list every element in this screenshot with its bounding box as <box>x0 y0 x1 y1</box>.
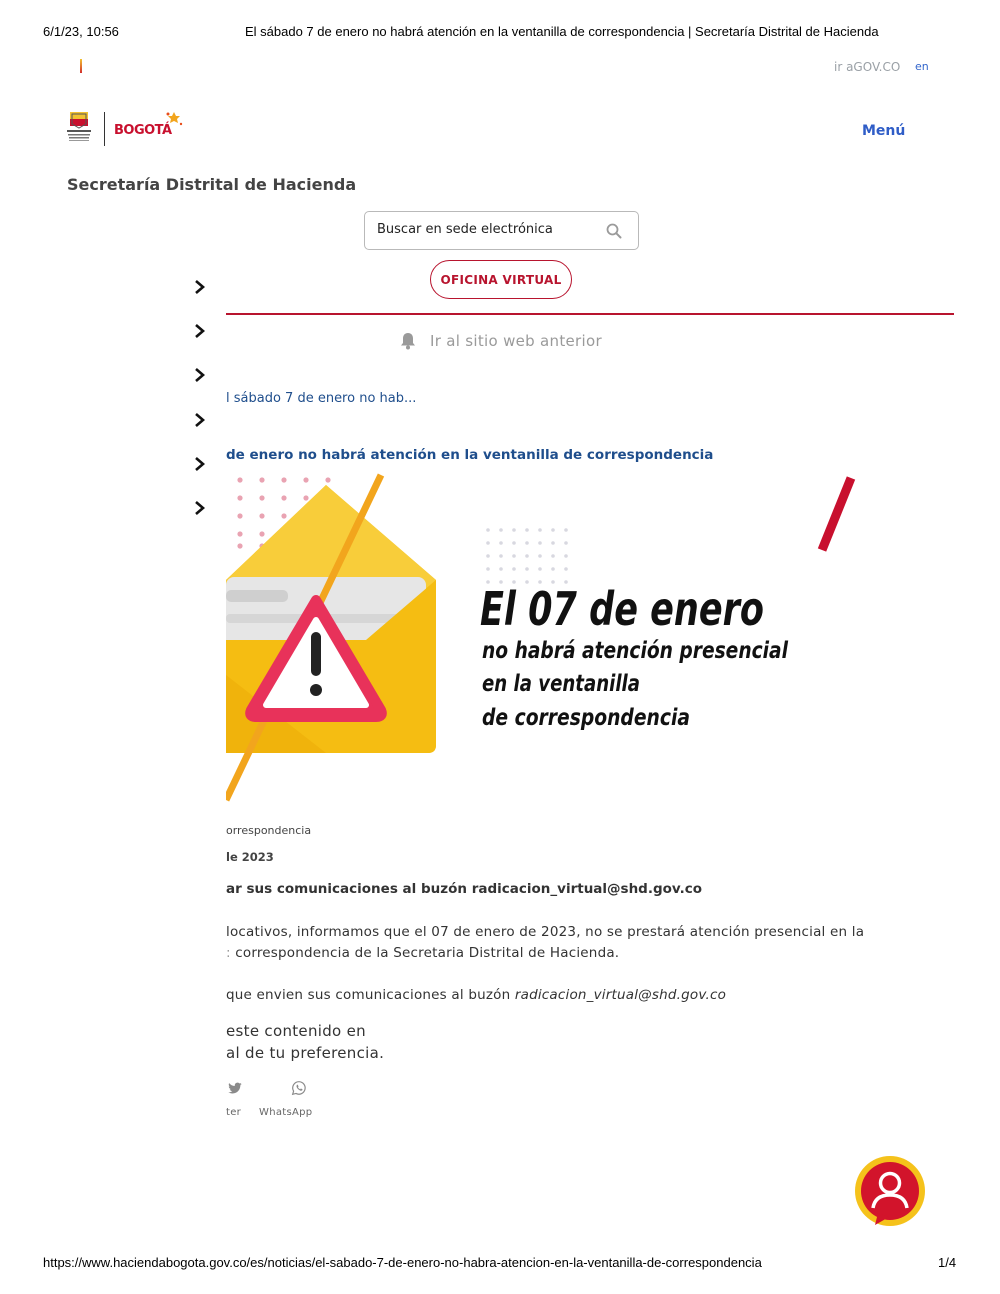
print-datetime: 6/1/23, 10:56 <box>43 24 119 39</box>
print-page-title: El sábado 7 de enero no habrá atención en la ventanilla de correspondencia | Secretaría Distrital de Hacienda <box>245 24 879 39</box>
bell-icon <box>400 332 416 350</box>
banner-line-1: no habrá atención presencial <box>482 638 789 664</box>
whatsapp-label[interactable]: WhatsApp <box>259 1107 313 1118</box>
chevron-right-icon[interactable] <box>193 323 207 339</box>
banner-line-3: de correspondencia <box>482 705 690 731</box>
search-icon[interactable] <box>606 223 622 239</box>
article-paragraph-line: : correspondencia de la Secretaria Distrital de Hacienda. <box>226 945 620 961</box>
article-category: orrespondencia <box>226 824 312 837</box>
previous-site-label: Ir al sitio web anterior <box>430 332 602 350</box>
share-prompt: este contenido en al de tu preferencia. <box>226 1022 385 1062</box>
chevron-right-icon[interactable] <box>193 367 207 383</box>
previous-site-link[interactable] <box>400 332 602 350</box>
user-chat-icon <box>855 1156 925 1226</box>
article-paragraph: que envien sus comunicaciones al buzón radicacion_virtual@shd.gov.co <box>226 987 727 1003</box>
whatsapp-icon[interactable] <box>291 1080 307 1096</box>
bogota-logo[interactable] <box>66 108 186 148</box>
chevron-right-icon[interactable] <box>193 279 207 295</box>
chevron-right-icon[interactable] <box>193 456 207 472</box>
chat-assistant-button[interactable] <box>853 1155 927 1229</box>
shield-icon <box>67 112 91 141</box>
virtual-office-button[interactable]: OFICINA VIRTUAL <box>430 260 572 299</box>
search-input[interactable] <box>377 222 597 237</box>
article-paragraph-line: locativos, informamos que el 07 de enero de 2023, no se prestará atención presencial en la <box>226 924 865 940</box>
chevron-right-icon[interactable] <box>193 412 207 428</box>
twitter-icon[interactable] <box>227 1080 243 1096</box>
article-lead: ar sus comunicaciones al buzón radicacion_virtual@shd.gov.co <box>226 881 703 897</box>
article-date: le 2023 <box>226 850 274 864</box>
header-divider <box>226 313 954 315</box>
article-banner <box>226 470 886 805</box>
site-name: Secretaría Distrital de Hacienda <box>67 175 357 194</box>
banner-headline: El 07 de enero <box>480 582 764 636</box>
logo-text: BOGOTÁ <box>114 123 172 138</box>
article-title: de enero no habrá atención en la ventanilla de correspondencia <box>226 447 714 463</box>
language-link[interactable]: en <box>915 60 929 73</box>
chevron-right-icon[interactable] <box>193 500 207 516</box>
twitter-label[interactable]: ter <box>226 1107 242 1118</box>
search-box[interactable] <box>364 211 639 250</box>
banner-line-2: en la ventanilla <box>482 671 640 697</box>
menu-button[interactable]: Menú <box>862 123 906 139</box>
gov-color-mark <box>80 59 82 73</box>
email-link[interactable]: radicacion_virtual@shd.gov.co <box>514 987 727 1003</box>
print-page-number: 1/4 <box>938 1255 957 1270</box>
breadcrumb-current[interactable]: l sábado 7 de enero no hab... <box>226 391 417 406</box>
gov-co-link[interactable]: ir aGOV.CO <box>834 60 901 74</box>
print-url: https://www.haciendabogota.gov.co/es/noticias/el-sabado-7-de-enero-no-habra-atencion-en-la-ventanilla-de-correspondencia <box>43 1255 762 1270</box>
